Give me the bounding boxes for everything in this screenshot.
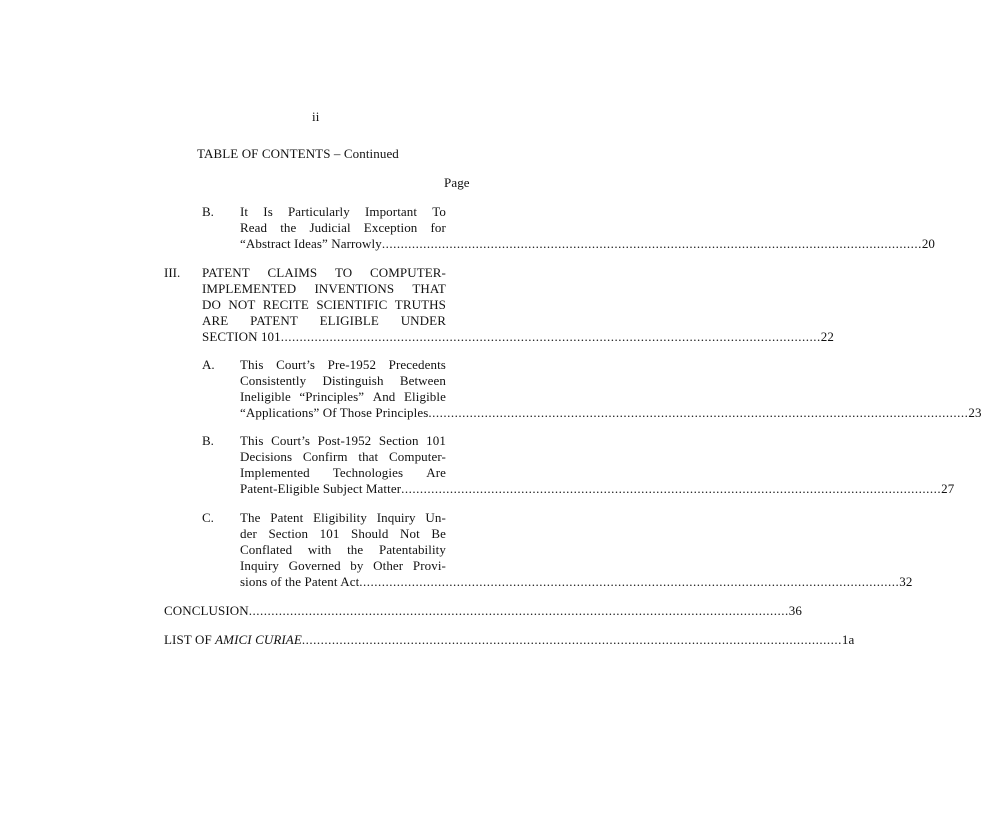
page-column-label: Page [444,175,470,190]
entry-label: C. [202,510,214,525]
entry-line: This Court’s Post-1952 Section 101 [240,433,446,448]
toc-heading: TABLE OF CONTENTS – Continued [197,146,399,161]
entry-page-number: 36 [788,603,802,618]
entry-line: DO NOT RECITE SCIENTIFIC TRUTHS [202,297,446,312]
entry-line: der Section 101 Should Not Be [240,526,446,541]
entry-page-number: 23 [968,405,982,420]
entry-line: The Patent Eligibility Inquiry Un- [240,510,446,525]
entry-line: This Court’s Pre-1952 Precedents [240,357,446,372]
entry-line: PATENT CLAIMS TO COMPUTER- [202,265,446,280]
page-number: ii [312,109,320,124]
entry-line: ARE PATENT ELIGIBLE UNDER [202,313,446,328]
entry-page-number: 32 [899,574,913,589]
entry-leader-line: “Applications” Of Those Principles ................................................................................................................................................ 23 [240,405,982,420]
entry-page-number: 20 [921,236,936,251]
entry-page-number: 1a [841,632,855,647]
entry-page-number: 22 [820,329,834,344]
entry-label: A. [202,357,215,372]
entry-line: Ineligible “Principles” And Eligible [240,389,446,404]
entry-page-number: 27 [941,481,955,496]
toc-entry-conclusion: CONCLUSION ................................................................................................................................................ 36 [164,603,802,618]
entry-line: Conflated with the Patentability [240,542,446,557]
entry-label: III. [164,265,181,280]
entry-label: B. [202,433,214,448]
entry-line: Implemented Technologies Are [240,465,446,480]
entry-line: Inquiry Governed by Other Provi- [240,558,446,573]
entry-line: Read the Judicial Exception for [240,220,446,235]
toc-entry-amici: LIST OF AMICI CURIAE ................................................................................................................................................ 1a [164,632,855,647]
entry-line: Decisions Confirm that Computer- [240,449,446,464]
entry-line: It Is Particularly Important To [240,204,446,219]
entry-leader-line: Patent-Eligible Subject Matter ................................................................................................................................................ 27 [240,481,955,496]
entry-leader-line: sions of the Patent Act ................................................................................................................................................ 32 [240,574,913,589]
entry-leader-line: “Abstract Ideas” Narrowly ................................................................................................................................................ 20 [240,236,936,251]
entry-line: IMPLEMENTED INVENTIONS THAT [202,281,446,296]
entry-label: B. [202,204,214,219]
entry-line: Consistently Distinguish Between [240,373,446,388]
entry-leader-line: SECTION 101 ................................................................................................................................................ 22 [202,329,834,344]
